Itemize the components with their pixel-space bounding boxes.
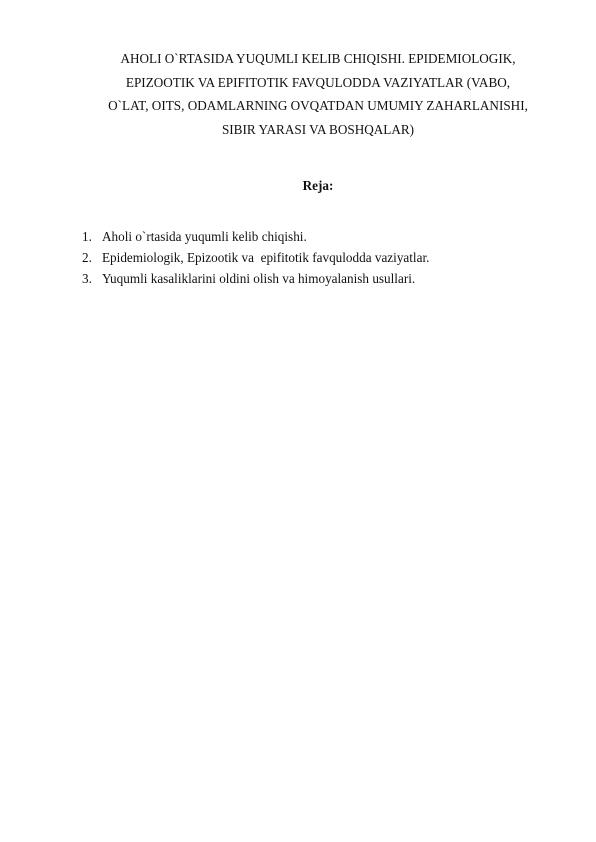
plan-item: [82, 226, 429, 247]
plan-heading: Reja:: [302, 178, 334, 193]
plan-item-text: Aholi o`rtasida yuqumli kelib chiqishi.: [102, 229, 307, 244]
plan-item: [82, 268, 429, 289]
title-line-2: EPIZOOTIK VA EPIFITOTIK FAVQULODDA VAZIYATLAR (VABO,: [125, 74, 511, 90]
title-line-1: AHOLI O`RTASIDA YUQUMLI KELIB CHIQISHI. EPIDEMIOLOGIK,: [120, 51, 516, 66]
title-line-4: SIBIR YARASI VA BOSHQALAR): [221, 121, 415, 137]
plan-item-number: 3.: [82, 271, 92, 286]
plan-item: [82, 247, 429, 268]
plan-list: [82, 226, 429, 289]
plan-item-text: Epidemiologik, Epizootik va epifitotik favqulodda vaziyatlar.: [102, 250, 430, 265]
plan-item-number: 2.: [82, 250, 92, 265]
plan-item-number: 1.: [82, 229, 92, 244]
document-title: [70, 47, 566, 141]
title-line-3: O`LAT, OITS, ODAMLARNING OVQATDAN UMUMIY ZAHARLANISHI,: [108, 98, 528, 113]
plan-item-text: Yuqumli kasaliklarini oldini olish va himoyalanish usullari.: [102, 271, 416, 286]
